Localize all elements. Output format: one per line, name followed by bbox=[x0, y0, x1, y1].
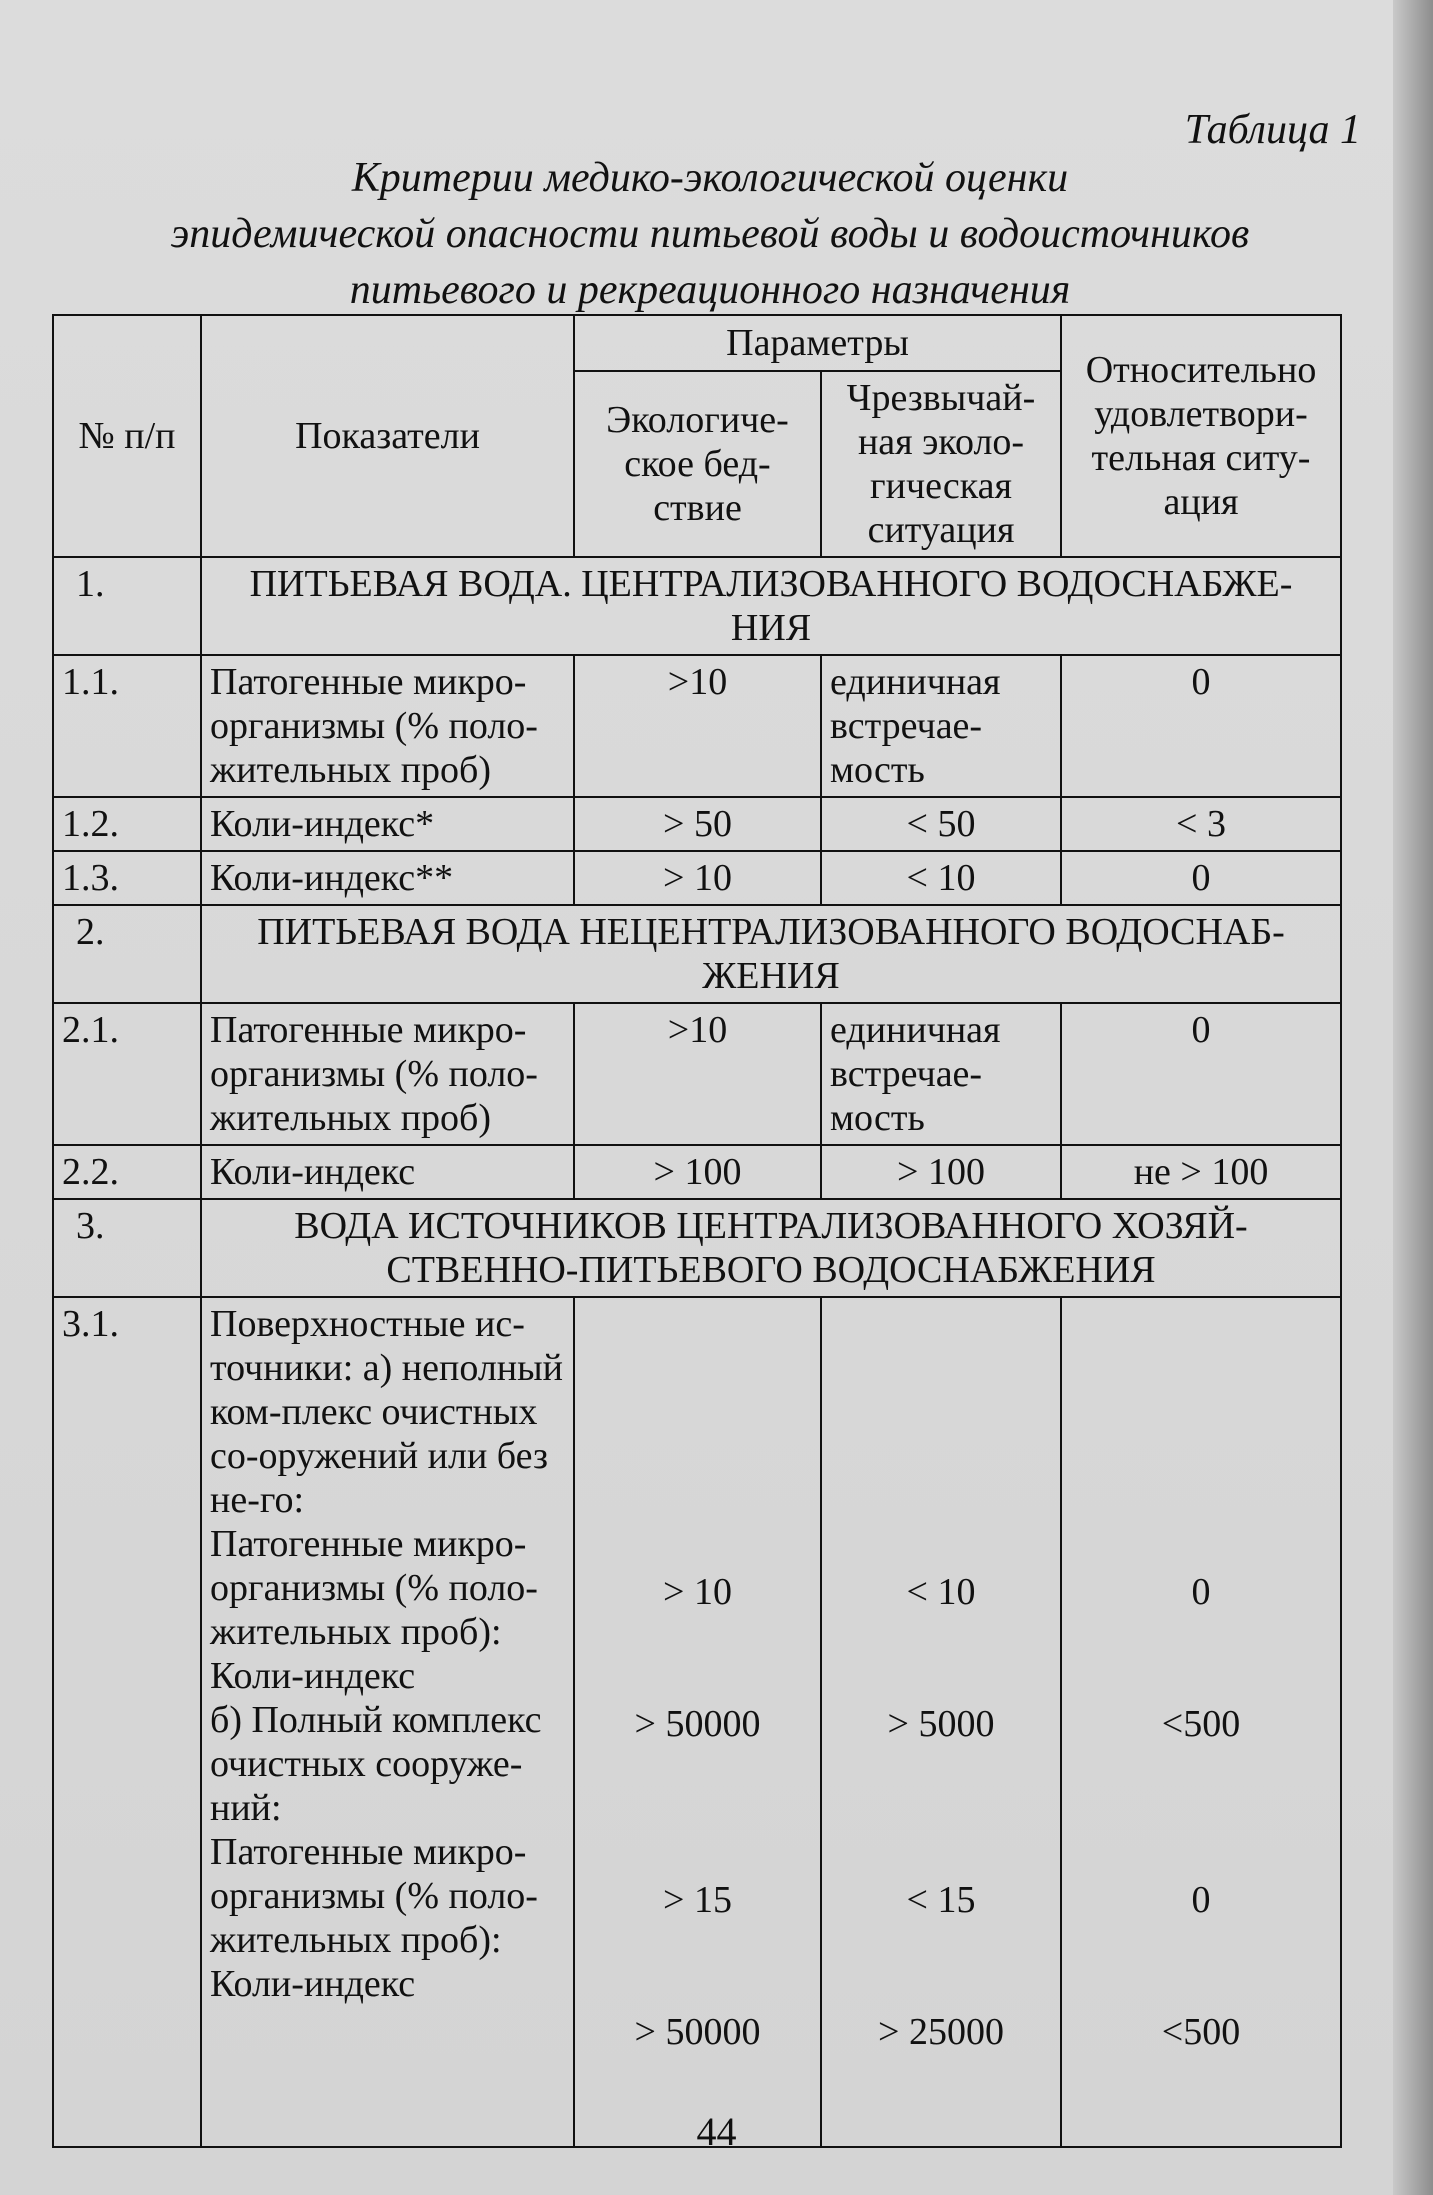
section-title: ПИТЬЕВАЯ ВОДА НЕЦЕНТРАЛИЗОВАННОГО ВОДОСНАБ-ЖЕНИЯ bbox=[201, 905, 1341, 1003]
title-line-2: эпидемической опасности питьевой воды и водоисточников bbox=[170, 211, 1250, 257]
header-parameters: Параметры bbox=[574, 315, 1061, 371]
row-value-satisfactory: 0 bbox=[1061, 1003, 1341, 1145]
full-complex-intro: б) Полный комплекс очистных сооруже-ний: bbox=[210, 1699, 542, 1829]
surface-intro: Поверхностные ис-точники: а) неполный ком-плекс очистных со-оружений или без не-го: bbox=[210, 1303, 563, 1521]
header-num: № п/п bbox=[53, 315, 201, 557]
row-value-satisfactory: < 3 bbox=[1061, 797, 1341, 851]
row-value-disaster bbox=[574, 1297, 821, 2147]
row-value-emergency: > 100 bbox=[821, 1145, 1061, 1199]
row-value-emergency: единичная встречае-мость bbox=[821, 1003, 1061, 1145]
page-number: 44 bbox=[696, 2109, 737, 2154]
table-row bbox=[53, 1297, 1341, 2147]
table-row bbox=[53, 1003, 1341, 1145]
coli-label-a: Коли-индекс bbox=[210, 1655, 416, 1697]
row-indicator: Патогенные микро-организмы (% поло-жительных проб) bbox=[201, 1003, 574, 1145]
row-value-emergency: < 50 bbox=[821, 797, 1061, 851]
header-relatively-satisfactory: Относительно удовлетвори-тельная ситу-ация bbox=[1061, 315, 1341, 557]
section-num: 3. bbox=[53, 1199, 201, 1297]
row-num: 2.1. bbox=[53, 1003, 201, 1145]
row-num: 1.2. bbox=[53, 797, 201, 851]
table-row bbox=[53, 1145, 1341, 1199]
row-value-disaster: >10 bbox=[574, 1003, 821, 1145]
title-line-3: питьевого и рекреационного назначения bbox=[349, 267, 1071, 313]
header-ecological-disaster: Экологиче-ское бед-ствие bbox=[574, 371, 821, 557]
section-row-1 bbox=[53, 557, 1341, 655]
section-num: 1. bbox=[53, 557, 201, 655]
row-indicator: Коли-индекс bbox=[201, 1145, 574, 1199]
value: < 10 bbox=[906, 1571, 976, 1613]
row-value-satisfactory: 0 bbox=[1061, 655, 1341, 797]
row-value-disaster: > 100 bbox=[574, 1145, 821, 1199]
value: <500 bbox=[1161, 2011, 1241, 2053]
row-indicator: Коли-индекс* bbox=[201, 797, 574, 851]
row-value-disaster: >10 bbox=[574, 655, 821, 797]
row-num: 1.3. bbox=[53, 851, 201, 905]
value: 0 bbox=[1191, 1879, 1211, 1921]
section-num: 2. bbox=[53, 905, 201, 1003]
title-line-1: Критерии медико-экологической оценки bbox=[351, 155, 1069, 201]
table-row bbox=[53, 655, 1341, 797]
table-label: Таблица 1 bbox=[1184, 107, 1361, 153]
table-title bbox=[60, 150, 1360, 318]
row-indicator: Патогенные микро-организмы (% поло-жительных проб) bbox=[201, 655, 574, 797]
table-row bbox=[53, 851, 1341, 905]
section-title: ВОДА ИСТОЧНИКОВ ЦЕНТРАЛИЗОВАННОГО ХОЗЯЙ-СТВЕННО-ПИТЬЕВОГО ВОДОСНАБЖЕНИЯ bbox=[201, 1199, 1341, 1297]
value: < 15 bbox=[906, 1879, 976, 1921]
value: 0 bbox=[1191, 1571, 1211, 1613]
section-row-3 bbox=[53, 1199, 1341, 1297]
row-value-satisfactory: не > 100 bbox=[1061, 1145, 1341, 1199]
row-value-satisfactory: 0 bbox=[1061, 851, 1341, 905]
section-row-2 bbox=[53, 905, 1341, 1003]
row-indicator: Коли-индекс** bbox=[201, 851, 574, 905]
header-row-1 bbox=[53, 315, 1341, 371]
value: > 10 bbox=[663, 1571, 732, 1613]
value: > 50000 bbox=[634, 2011, 761, 2053]
header-indicators: Показатели bbox=[201, 315, 574, 557]
row-num: 1.1. bbox=[53, 655, 201, 797]
row-num: 3.1. bbox=[53, 1297, 201, 2147]
row-num: 2.2. bbox=[53, 1145, 201, 1199]
row-value-disaster: > 10 bbox=[574, 851, 821, 905]
section-title: ПИТЬЕВАЯ ВОДА. ЦЕНТРАЛИЗОВАННОГО ВОДОСНАБЖЕ-НИЯ bbox=[201, 557, 1341, 655]
value: <500 bbox=[1161, 1703, 1241, 1745]
value: > 50000 bbox=[634, 1703, 761, 1745]
value: > 15 bbox=[663, 1879, 732, 1921]
pathogen-label-b: Патогенные микро-организмы (% поло-жительных проб): bbox=[210, 1831, 538, 1961]
header-emergency-situation: Чрезвычай-ная эколо-гическая ситуация bbox=[821, 371, 1061, 557]
row-value-disaster: > 50 bbox=[574, 797, 821, 851]
row-value-satisfactory bbox=[1061, 1297, 1341, 2147]
value: > 5000 bbox=[887, 1703, 995, 1745]
row-value-emergency bbox=[821, 1297, 1061, 2147]
row-value-emergency: единичная встречае-мость bbox=[821, 655, 1061, 797]
row-value-emergency: < 10 bbox=[821, 851, 1061, 905]
coli-label-b: Коли-индекс bbox=[210, 1963, 416, 2005]
row-indicator bbox=[201, 1297, 574, 2147]
pathogen-label-a: Патогенные микро-организмы (% поло-жительных проб): bbox=[210, 1523, 538, 1653]
criteria-table bbox=[52, 314, 1342, 2148]
value: > 25000 bbox=[878, 2011, 1004, 2053]
table-row bbox=[53, 797, 1341, 851]
page-edge-shadow bbox=[1393, 0, 1433, 2195]
